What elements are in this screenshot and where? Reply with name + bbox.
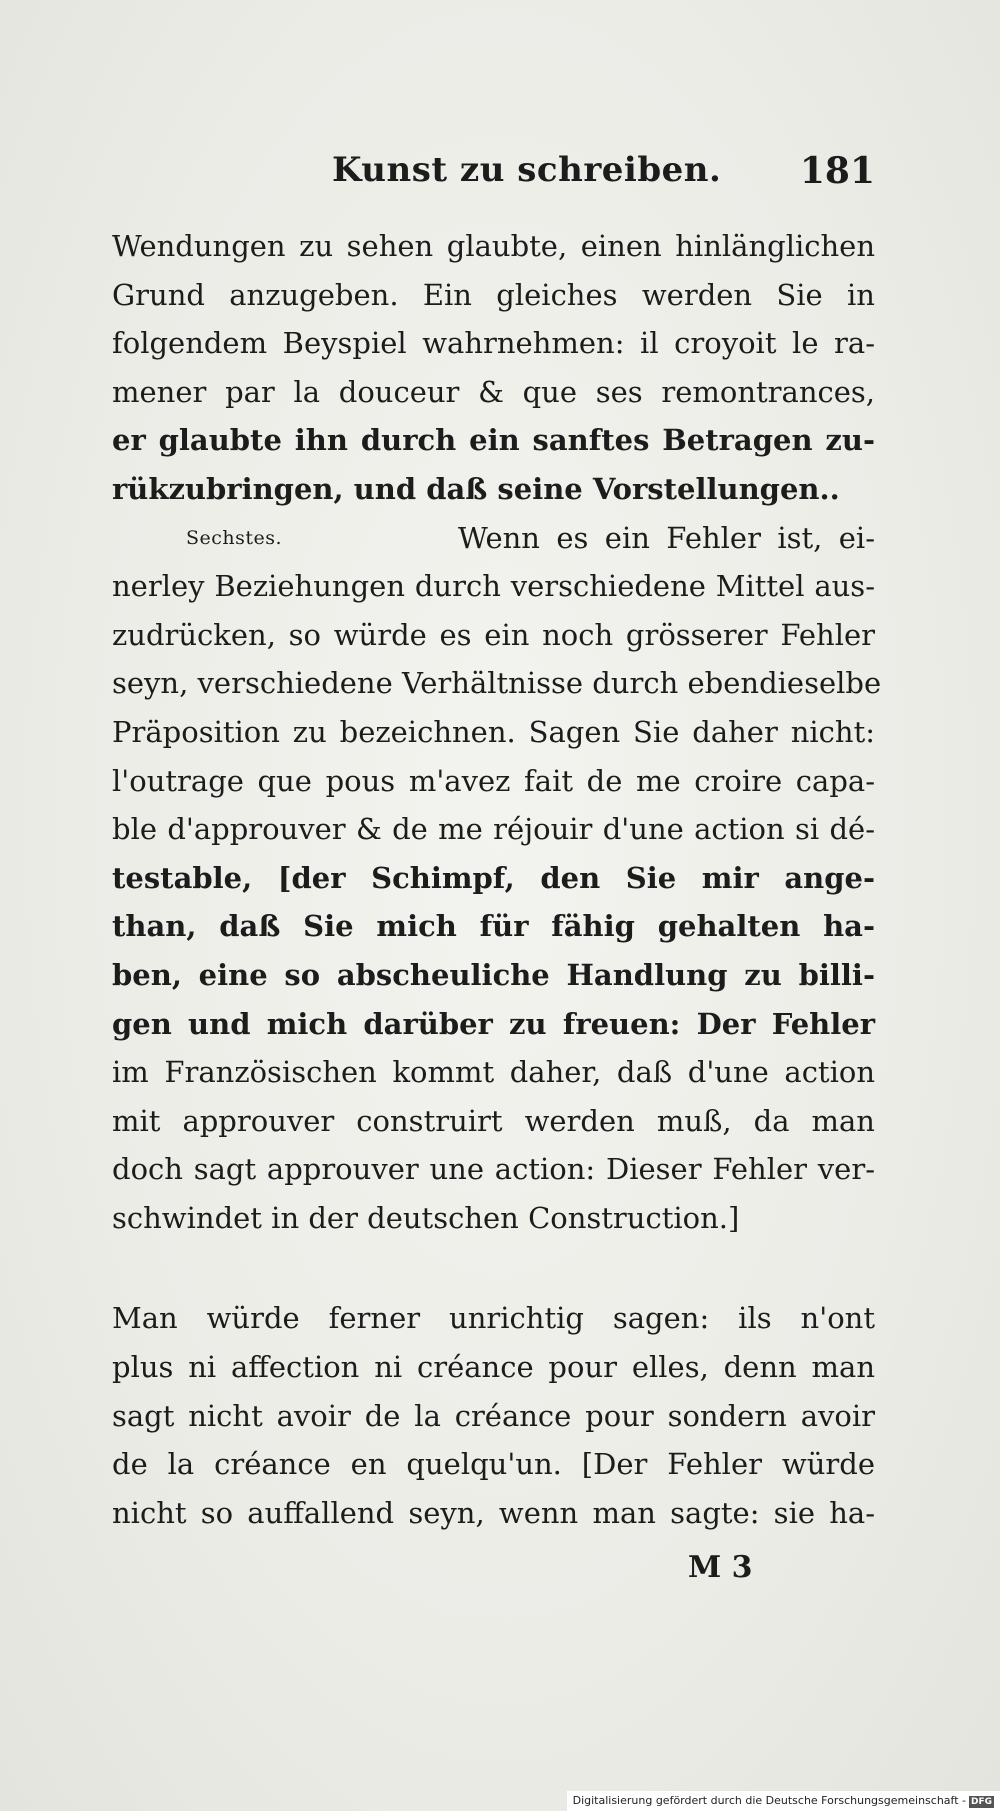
running-head: Kunst zu schreiben. — [332, 150, 722, 190]
main-text — [112, 222, 882, 1537]
footer-text: Digitalisierung gefördert durch die Deutsche Forschungsgemeinschaft - — [572, 1794, 966, 1807]
text-line: zudrücken, so würde es ein noch grösserer Fehler — [112, 617, 875, 652]
text-line: Wendungen zu sehen glaubte, einen hinlänglichen — [112, 229, 875, 263]
text-line: Grund anzugeben. Ein gleiches werden Sie in — [112, 277, 875, 312]
text-line: mit approuver construirt werden muß, da man — [112, 1103, 875, 1138]
text-line: rükzubringen, und daß seine Vorstellungen.. — [112, 471, 840, 506]
text-line: plus ni affection ni créance pour elles, denn man — [112, 1350, 875, 1385]
text-line: mener par la douceur & que ses remontrances, — [112, 374, 875, 409]
text-line: ble d'approuver & de me réjouir d'une action si dé- — [112, 812, 875, 847]
text-line: sagt nicht avoir de la créance pour sondern avoir — [112, 1398, 875, 1433]
catchword: M 3 — [688, 1550, 753, 1585]
text-line: doch sagt approuver une action: Dieser Fehler ver- — [112, 1152, 875, 1187]
text-line: nicht so auffallend seyn, wenn man sagte: sie ha- — [112, 1495, 875, 1530]
text-line: testable, [der Schimpf, den Sie mir ange- — [112, 860, 875, 895]
text-line: ben, eine so abscheuliche Handlung zu billi- — [112, 957, 875, 992]
digitization-footer — [567, 1791, 1000, 1811]
text-line: Man würde ferner unrichtig sagen: ils n'ont — [112, 1301, 875, 1336]
text-line: de la créance en quelqu'un. [Der Fehler würde — [112, 1447, 875, 1482]
text-line: er glaubte ihn durch ein sanftes Betragen zu- — [112, 423, 875, 458]
text-line: Präposition zu bezeichnen. Sagen Sie daher nicht: — [112, 714, 875, 749]
paragraph-start-line — [112, 514, 875, 563]
text-line: Wenn es ein Fehler ist, ei- — [458, 520, 875, 555]
margin-note: Sechstes. — [186, 526, 283, 549]
page-number: 181 — [799, 150, 875, 192]
text-line: gen und mich darüber zu freuen: Der Fehler — [112, 1006, 875, 1041]
page-header — [112, 150, 875, 210]
text-line: nerley Beziehungen durch verschiedene Mittel aus- — [112, 569, 875, 604]
paragraph-gap — [112, 1242, 875, 1294]
dfg-logo-icon: DFG — [970, 1797, 992, 1807]
text-line: im Französischen kommt daher, daß d'une action — [112, 1055, 875, 1090]
text-line: folgendem Beyspiel wahrnehmen: il croyoit le ra- — [112, 326, 875, 361]
text-line: schwindet in der deutschen Construction.] — [112, 1200, 740, 1235]
text-line: l'outrage que pous m'avez fait de me croire capa- — [112, 763, 875, 798]
text-line: than, daß Sie mich für fähig gehalten ha- — [112, 909, 875, 944]
text-line: seyn, verschiedene Verhältnisse durch ebendieselbe — [112, 666, 882, 701]
